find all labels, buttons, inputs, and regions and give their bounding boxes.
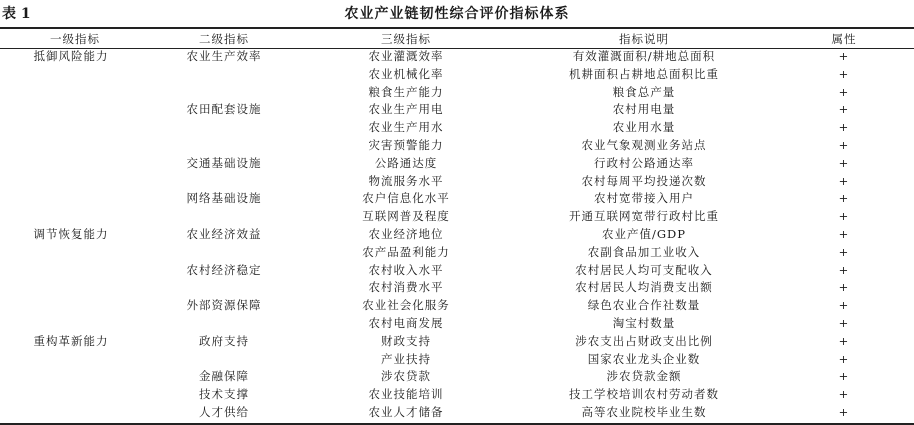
cell-attribute: + — [838, 262, 850, 277]
cell-level3: 农业生产用电 — [368, 102, 444, 117]
table-row — [0, 119, 914, 137]
cell-level3: 农村电商发展 — [368, 315, 444, 330]
cell-description: 淘宝村数量 — [612, 315, 676, 330]
level1-label: 重构革新能力 — [33, 333, 109, 348]
cell-attribute: + — [838, 387, 850, 402]
table-row — [0, 101, 914, 119]
cell-description: 农业产值/GDP — [601, 226, 687, 241]
cell-level2: 技术支撑 — [199, 387, 249, 402]
table-row — [0, 84, 914, 102]
cell-level2 — [150, 66, 298, 84]
level1-label: 抵御风险能力 — [33, 49, 109, 63]
cell-level3: 农业经济地位 — [368, 226, 444, 241]
cell-level3: 涉农贷款 — [381, 369, 431, 384]
header-attribute: 属性 — [831, 31, 857, 46]
header-row — [0, 29, 914, 48]
table-row — [0, 66, 914, 84]
cell-level3: 粮食生产能力 — [368, 84, 444, 99]
table-title: 农业产业链韧性综合评价指标体系 — [344, 6, 570, 22]
cell-level3: 灾害预警能力 — [368, 137, 444, 152]
table-row — [0, 226, 914, 244]
cell-level2 — [150, 244, 298, 262]
cell-description: 行政村公路通达率 — [594, 155, 694, 170]
cell-level3: 公路通达度 — [374, 155, 438, 170]
table-row — [0, 48, 914, 66]
cell-level1 — [0, 119, 150, 137]
indicator-table — [0, 29, 914, 422]
cell-level3: 农业生产用水 — [368, 120, 444, 135]
cell-level3: 农产品盈利能力 — [362, 244, 450, 259]
cell-level3: 物流服务水平 — [368, 173, 444, 188]
cell-level2: 交通基础设施 — [186, 155, 262, 170]
table-row — [0, 262, 914, 280]
header-description: 指标说明 — [619, 31, 669, 46]
cell-level1 — [0, 244, 150, 262]
cell-level1 — [0, 208, 150, 226]
cell-attribute: + — [838, 226, 850, 241]
table-body — [0, 48, 914, 422]
table-row — [0, 297, 914, 315]
cell-attribute: + — [838, 369, 850, 384]
cell-level3: 农业机械化率 — [368, 66, 444, 81]
cell-attribute: + — [838, 102, 850, 117]
cell-level1 — [0, 66, 150, 84]
cell-level1 — [0, 226, 150, 244]
cell-attribute: + — [838, 404, 850, 419]
cell-level2: 外部资源保障 — [186, 298, 262, 313]
cell-attribute: + — [838, 155, 850, 170]
cell-level1 — [0, 190, 150, 208]
table-header — [0, 29, 914, 48]
cell-attribute: + — [838, 298, 850, 313]
table-row — [0, 386, 914, 404]
cell-description: 高等农业院校毕业生数 — [581, 404, 707, 419]
cell-level3: 农业社会化服务 — [362, 298, 450, 313]
cell-level2: 农业生产效率 — [186, 49, 262, 63]
header-level1: 一级指标 — [50, 31, 100, 46]
cell-description: 农业气象观测业务站点 — [581, 137, 707, 152]
header-level3: 三级指标 — [381, 31, 431, 46]
cell-level2: 人才供给 — [199, 404, 249, 419]
cell-level2 — [150, 351, 298, 369]
table-row — [0, 279, 914, 297]
table-number: 表 1 — [2, 6, 31, 22]
cell-description: 农村每周平均投递次数 — [581, 173, 707, 188]
cell-description: 开通互联网宽带行政村比重 — [569, 209, 719, 224]
cell-level3: 财政支持 — [381, 333, 431, 348]
cell-level3: 互联网普及程度 — [362, 209, 450, 224]
cell-level1 — [0, 48, 150, 66]
cell-attribute: + — [838, 333, 850, 348]
table-row — [0, 368, 914, 386]
cell-level1 — [0, 333, 150, 351]
cell-description: 绿色农业合作社数量 — [587, 298, 701, 313]
cell-description: 农村用电量 — [612, 102, 676, 117]
cell-level3: 农村消费水平 — [368, 280, 444, 295]
cell-attribute: + — [838, 351, 850, 366]
cell-attribute: + — [838, 49, 850, 63]
table-row — [0, 315, 914, 333]
cell-description: 涉农支出占财政支出比例 — [575, 333, 713, 348]
cell-level3: 农业灌溉效率 — [368, 49, 444, 63]
cell-attribute: + — [838, 244, 850, 259]
cell-level2: 农田配套设施 — [186, 102, 262, 117]
table-row — [0, 208, 914, 226]
cell-level3: 产业扶持 — [381, 351, 431, 366]
header-level2: 二级指标 — [199, 31, 249, 46]
cell-level2: 政府支持 — [199, 333, 249, 348]
cell-level2 — [150, 173, 298, 191]
cell-level2: 农村经济稳定 — [186, 262, 262, 277]
cell-level2: 农业经济效益 — [186, 226, 262, 241]
cell-level3: 农户信息化水平 — [362, 191, 450, 206]
cell-level3: 农村收入水平 — [368, 262, 444, 277]
table-row — [0, 404, 914, 422]
cell-level2: 金融保障 — [199, 369, 249, 384]
cell-description: 农业用水量 — [612, 120, 676, 135]
cell-level1 — [0, 101, 150, 119]
table-row — [0, 137, 914, 155]
table-row — [0, 155, 914, 173]
cell-level2 — [150, 119, 298, 137]
cell-attribute: + — [838, 137, 850, 152]
bottom-rule — [0, 423, 914, 425]
cell-attribute: + — [838, 173, 850, 188]
cell-attribute: + — [838, 191, 850, 206]
cell-level2 — [150, 84, 298, 102]
cell-level2 — [150, 279, 298, 297]
cell-level1 — [0, 173, 150, 191]
cell-attribute: + — [838, 315, 850, 330]
cell-attribute: + — [838, 120, 850, 135]
table-row — [0, 244, 914, 262]
cell-attribute: + — [838, 209, 850, 224]
cell-level1 — [0, 404, 150, 422]
cell-level1 — [0, 368, 150, 386]
cell-attribute: + — [838, 84, 850, 99]
cell-description: 有效灌溉面积/耕地总面积 — [572, 49, 716, 63]
cell-description: 涉农贷款金额 — [606, 369, 682, 384]
cell-level3: 农业技能培训 — [368, 387, 444, 402]
cell-level2: 网络基础设施 — [186, 191, 262, 206]
cell-description: 农村居民人均可支配收入 — [575, 262, 713, 277]
cell-description: 国家农业龙头企业数 — [587, 351, 701, 366]
cell-level1 — [0, 84, 150, 102]
cell-level1 — [0, 297, 150, 315]
cell-description: 农村宽带接入用户 — [594, 191, 694, 206]
cell-level1 — [0, 279, 150, 297]
cell-attribute: + — [838, 280, 850, 295]
table-row — [0, 351, 914, 369]
cell-description: 粮食总产量 — [612, 84, 676, 99]
cell-description: 农村居民人均消费支出额 — [575, 280, 713, 295]
cell-level1 — [0, 137, 150, 155]
cell-level2 — [150, 315, 298, 333]
table-row — [0, 333, 914, 351]
table-caption — [0, 0, 914, 26]
cell-level1 — [0, 386, 150, 404]
cell-level1 — [0, 315, 150, 333]
cell-level1 — [0, 262, 150, 280]
cell-description: 农副食品加工业收入 — [587, 244, 701, 259]
cell-level1 — [0, 351, 150, 369]
cell-level2 — [150, 137, 298, 155]
cell-attribute: + — [838, 66, 850, 81]
table-row — [0, 173, 914, 191]
cell-description: 技工学校培训农村劳动者数 — [569, 387, 719, 402]
cell-level3: 农业人才储备 — [368, 404, 444, 419]
cell-level1 — [0, 155, 150, 173]
cell-level2 — [150, 208, 298, 226]
level1-label: 调节恢复能力 — [33, 226, 109, 241]
table-row — [0, 190, 914, 208]
cell-description: 机耕面积占耕地总面积比重 — [569, 66, 719, 81]
